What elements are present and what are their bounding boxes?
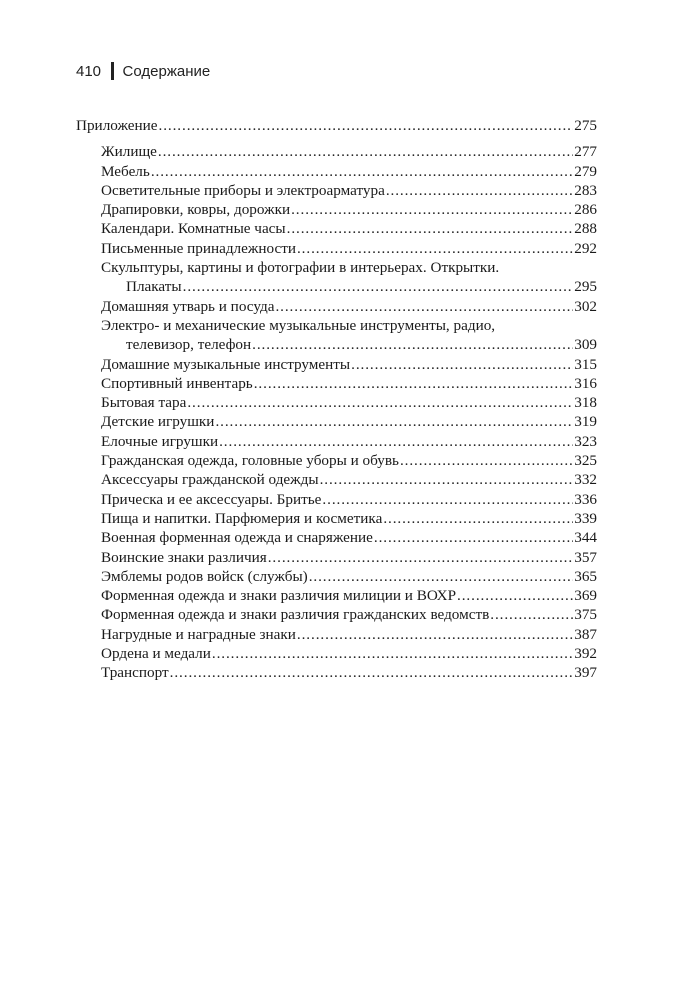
toc-line	[101, 451, 597, 470]
dot-leader	[400, 451, 573, 470]
toc-entry[interactable]	[76, 374, 597, 393]
toc-line	[101, 181, 597, 200]
toc-entry-page: 316	[574, 374, 597, 392]
dot-leader	[320, 470, 574, 489]
toc-entry-page: 357	[574, 548, 597, 566]
toc-line	[101, 142, 597, 161]
dot-leader	[254, 374, 573, 393]
toc-entry-title: Прическа и ее аксессуары. Бритье	[101, 490, 322, 508]
dot-leader	[170, 663, 574, 682]
dot-leader	[212, 644, 573, 663]
toc-entry[interactable]	[76, 567, 597, 586]
toc-entry-page: 365	[574, 567, 597, 585]
toc-entry[interactable]	[76, 586, 597, 605]
toc-entry[interactable]	[76, 548, 597, 567]
toc-entry-title: Воинские знаки различия	[101, 548, 267, 566]
dot-leader	[297, 239, 573, 258]
toc-line	[101, 258, 597, 277]
toc-entry-title-continuation: Плакаты	[126, 278, 182, 296]
table-of-contents	[76, 116, 597, 683]
toc-entry-page: 292	[574, 239, 597, 257]
toc-line	[101, 393, 597, 412]
dot-leader	[183, 277, 574, 296]
toc-entry[interactable]	[76, 142, 597, 161]
toc-entry-title: Бытовая тара	[101, 394, 187, 412]
toc-line	[101, 625, 597, 644]
toc-entry-title: Елочные игрушки	[101, 432, 219, 450]
header-separator	[111, 62, 114, 80]
toc-entry-page: 375	[574, 606, 597, 624]
toc-line	[101, 316, 597, 335]
toc-entry-title: Военная форменная одежда и снаряжение	[101, 529, 373, 547]
toc-entry-title: Жилище	[101, 143, 157, 161]
toc-line	[101, 663, 597, 682]
dot-leader	[287, 219, 574, 238]
toc-entry-title: Аксессуары гражданской одежды	[101, 471, 319, 489]
toc-line	[101, 470, 597, 489]
toc-line	[101, 432, 597, 451]
toc-entry[interactable]	[76, 605, 597, 624]
toc-line-continuation	[101, 277, 597, 296]
toc-entry-page: 387	[574, 625, 597, 643]
toc-line	[101, 605, 597, 624]
toc-entry[interactable]	[76, 355, 597, 374]
dot-leader	[151, 162, 573, 181]
toc-entry-page: 286	[574, 201, 597, 219]
dot-leader	[252, 335, 573, 354]
toc-entry-title: Пища и напитки. Парфюмерия и косметика	[101, 509, 383, 527]
toc-entry-title-continuation: телевизор, телефон	[126, 336, 252, 354]
toc-entry[interactable]	[76, 644, 597, 663]
toc-entry-page: 315	[574, 355, 597, 373]
toc-entry[interactable]	[76, 162, 597, 181]
toc-items-list	[76, 142, 597, 682]
toc-entry-page: 344	[574, 529, 597, 547]
dot-leader	[275, 297, 573, 316]
toc-entry-main[interactable]	[76, 116, 597, 135]
toc-line	[76, 116, 597, 135]
toc-entry-title: Приложение	[76, 117, 158, 134]
dot-leader	[291, 200, 573, 219]
section-title: Содержание	[122, 62, 211, 80]
toc-line	[101, 644, 597, 663]
toc-entry-title: Осветительные приборы и электроарматура	[101, 181, 385, 199]
toc-entry[interactable]	[76, 509, 597, 528]
toc-entry-title: Электро- и механические музыкальные инструменты, радио,	[101, 316, 496, 334]
dot-leader	[386, 181, 573, 200]
toc-entry-title: Эмблемы родов войск (службы)	[101, 567, 308, 585]
toc-entry-page: 302	[574, 297, 597, 315]
toc-entry[interactable]	[76, 297, 597, 316]
toc-entry-page: 325	[574, 452, 597, 470]
toc-entry-page: 323	[574, 432, 597, 450]
toc-entry-title: Форменная одежда и знаки различия милиции и ВОХР	[101, 587, 457, 605]
dot-leader	[490, 605, 573, 624]
toc-entry-page: 369	[574, 587, 597, 605]
toc-entry-page: 332	[574, 471, 597, 489]
toc-entry-page: 319	[574, 413, 597, 431]
toc-entry-title: Нагрудные и наградные знаки	[101, 625, 296, 643]
toc-entry-page: 288	[574, 220, 597, 238]
dot-leader	[159, 116, 574, 135]
page-number: 410	[76, 62, 102, 80]
toc-entry[interactable]	[76, 451, 597, 470]
toc-line	[101, 355, 597, 374]
toc-line	[101, 200, 597, 219]
toc-entry[interactable]	[76, 258, 597, 297]
dot-leader	[322, 490, 573, 509]
dot-leader	[187, 393, 573, 412]
toc-entry[interactable]	[76, 490, 597, 509]
dot-leader	[457, 586, 573, 605]
dot-leader	[268, 548, 573, 567]
toc-entry[interactable]	[76, 316, 597, 355]
toc-line	[101, 219, 597, 238]
toc-entry-title: Календари. Комнатные часы	[101, 220, 286, 238]
toc-entry[interactable]	[76, 625, 597, 644]
toc-entry[interactable]	[76, 219, 597, 238]
toc-entry-page: 283	[574, 181, 597, 199]
toc-entry-title: Форменная одежда и знаки различия гражданских ведомств	[101, 606, 490, 624]
toc-entry[interactable]	[76, 393, 597, 412]
toc-entry-page: 397	[574, 664, 597, 682]
toc-entry-title: Мебель	[101, 162, 150, 180]
toc-entry-title: Детские игрушки	[101, 413, 215, 431]
dot-leader	[158, 142, 573, 161]
toc-entry[interactable]	[76, 239, 597, 258]
toc-entry-title: Домашние музыкальные инструменты	[101, 355, 351, 373]
dot-leader	[219, 432, 573, 451]
toc-entry[interactable]	[76, 200, 597, 219]
toc-entry[interactable]	[76, 412, 597, 431]
toc-entry-title: Письменные принадлежности	[101, 239, 296, 257]
toc-entry-page: 336	[574, 490, 597, 508]
toc-entry-page: 339	[574, 509, 597, 527]
toc-entry-title: Транспорт	[101, 664, 169, 682]
toc-entry-title: Ордена и медали	[101, 645, 211, 663]
toc-line	[101, 548, 597, 567]
toc-entry[interactable]	[76, 528, 597, 547]
toc-entry-page: 318	[574, 394, 597, 412]
dot-leader	[374, 528, 573, 547]
toc-entry-title: Гражданская одежда, головные уборы и обувь	[101, 452, 399, 470]
toc-entry-page: 392	[574, 645, 597, 663]
toc-line	[101, 412, 597, 431]
toc-entry-page: 275	[574, 117, 597, 134]
toc-entry[interactable]	[76, 470, 597, 489]
toc-line	[101, 567, 597, 586]
running-head	[76, 62, 210, 80]
toc-entry-title: Спортивный инвентарь	[101, 374, 253, 392]
toc-entry-page: 277	[574, 143, 597, 161]
toc-entry-title: Скульптуры, картины и фотографии в интерьерах. Открытки.	[101, 259, 500, 277]
toc-entry[interactable]	[76, 663, 597, 682]
toc-entry-title: Драпировки, ковры, дорожки	[101, 201, 291, 219]
toc-entry-page: 279	[574, 162, 597, 180]
toc-line	[101, 586, 597, 605]
dot-leader	[383, 509, 573, 528]
dot-leader	[297, 625, 573, 644]
toc-entry-page: 309	[574, 336, 597, 354]
toc-line	[101, 490, 597, 509]
toc-entry-title: Домашняя утварь и посуда	[101, 297, 275, 315]
toc-line	[101, 374, 597, 393]
toc-line	[101, 239, 597, 258]
toc-line	[101, 162, 597, 181]
dot-leader	[309, 567, 574, 586]
toc-entry-page: 295	[574, 278, 597, 296]
dot-leader	[351, 355, 573, 374]
toc-line	[101, 297, 597, 316]
dot-leader	[215, 412, 573, 431]
toc-entry[interactable]	[76, 432, 597, 451]
toc-line	[101, 509, 597, 528]
toc-line	[101, 528, 597, 547]
toc-line-continuation	[101, 335, 597, 354]
toc-entry[interactable]	[76, 181, 597, 200]
